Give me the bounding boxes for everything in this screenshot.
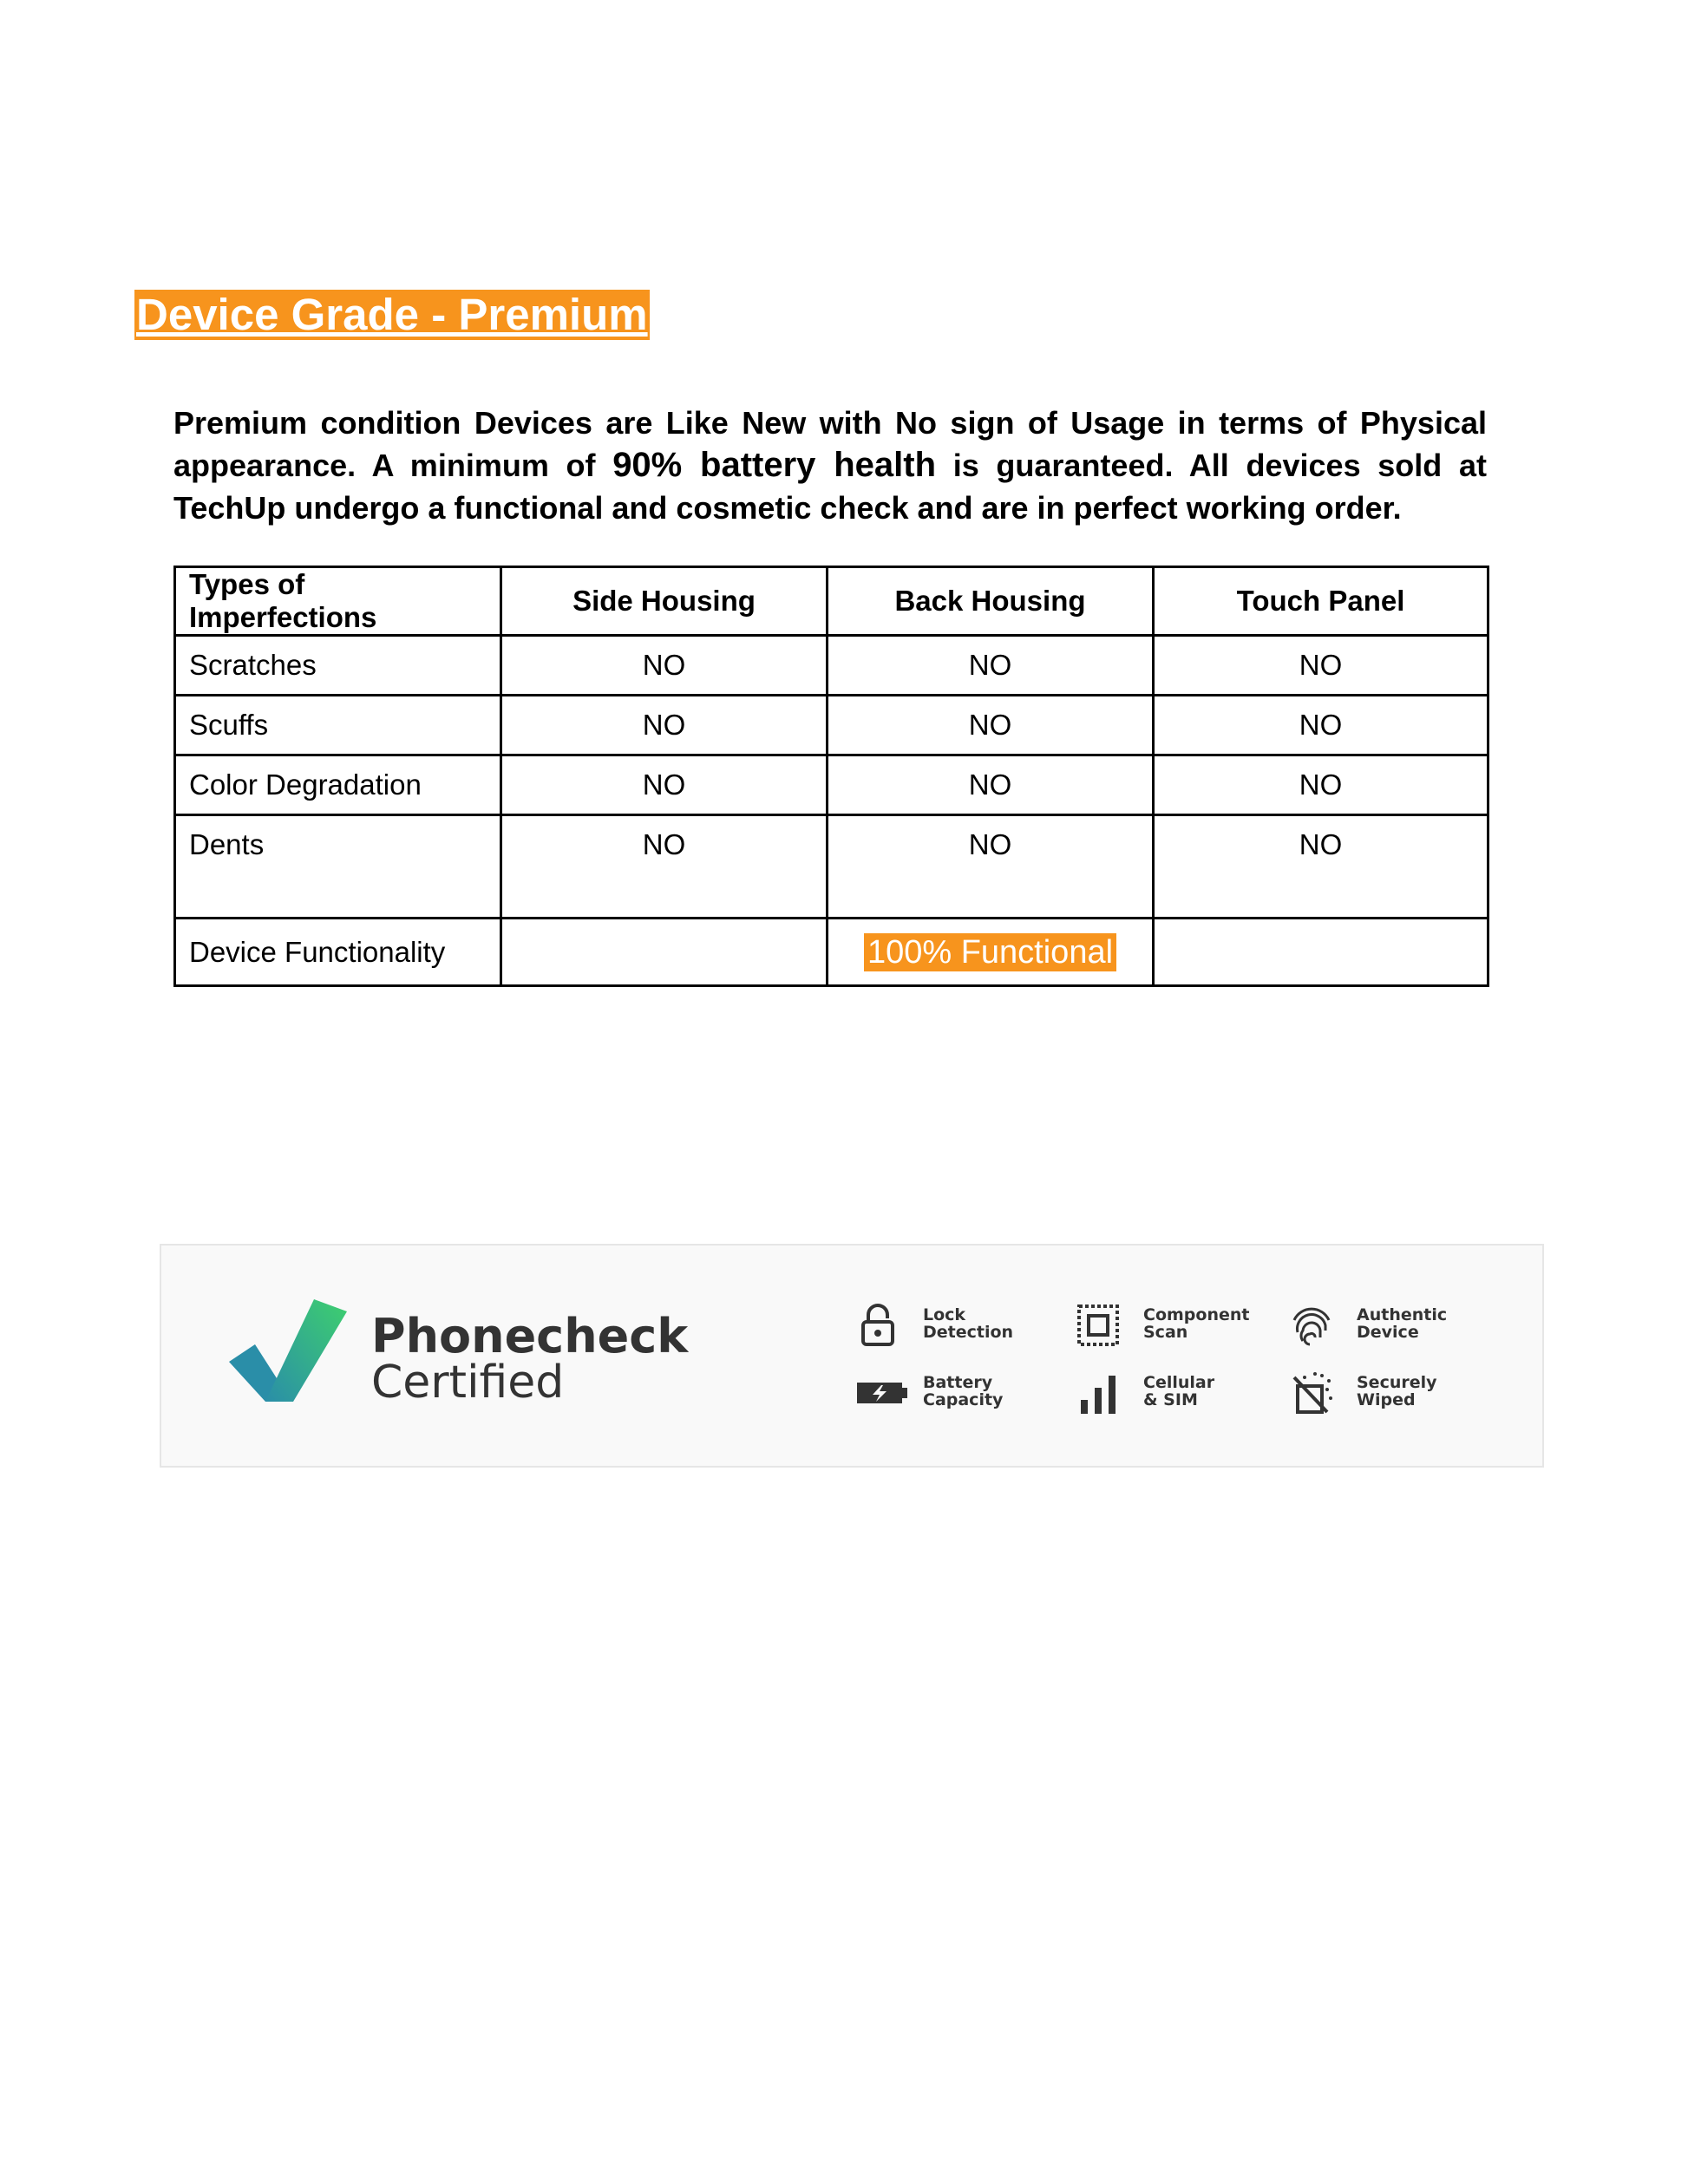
intro-paragraph bbox=[173, 402, 1487, 529]
row-label: Scratches bbox=[175, 636, 501, 696]
table-row bbox=[175, 815, 1488, 919]
feature-label-line1: Cellular bbox=[1143, 1373, 1215, 1392]
cell-value: NO bbox=[1154, 636, 1488, 696]
intro-text-1: Premium condition Devices are Like New with No sign of Usage in terms of Physical appearance. A minimum of bbox=[173, 405, 1487, 483]
functionality-row bbox=[175, 919, 1488, 986]
functionality-cell bbox=[828, 919, 1154, 986]
feature-label-line2: Device bbox=[1357, 1323, 1419, 1342]
header-side-housing: Side Housing bbox=[501, 567, 828, 636]
cell-value: NO bbox=[1154, 696, 1488, 755]
intro-text-2: is guaranteed. All devices sold at TechUp undergo a functional and cosmetic check and are in perfect working order. bbox=[173, 448, 1487, 526]
cell-value: NO bbox=[501, 755, 828, 815]
feature-label-line2: Detection bbox=[923, 1323, 1014, 1342]
cell-value: NO bbox=[828, 696, 1154, 755]
brand-name: Phonecheck bbox=[371, 1309, 689, 1363]
empty-cell bbox=[1154, 919, 1488, 986]
battery-health-highlight: 90% battery health bbox=[612, 446, 937, 484]
brand-wordmark bbox=[371, 1309, 689, 1409]
row-label: Color Degradation bbox=[175, 755, 501, 815]
feature-label-line2: & SIM bbox=[1143, 1390, 1198, 1409]
row-label: Scuffs bbox=[175, 696, 501, 755]
imperfections-table bbox=[173, 566, 1489, 987]
feature-label-line2: Capacity bbox=[923, 1390, 1004, 1409]
cell-value: NO bbox=[501, 696, 828, 755]
feature-label-line1: Battery bbox=[923, 1373, 993, 1392]
table-row bbox=[175, 755, 1488, 815]
brand-certified: Certified bbox=[371, 1357, 565, 1409]
feature-label-line2: Scan bbox=[1143, 1323, 1188, 1342]
feature-label-line1: Lock bbox=[923, 1305, 966, 1324]
feature-label-line2: Wiped bbox=[1357, 1390, 1416, 1409]
cell-value: NO bbox=[828, 755, 1154, 815]
table-row bbox=[175, 636, 1488, 696]
feature-label-line1: Authentic bbox=[1357, 1305, 1448, 1324]
header-touch-panel: Touch Panel bbox=[1154, 567, 1488, 636]
feature-label-line1: Component bbox=[1143, 1305, 1250, 1324]
cell-value: NO bbox=[501, 636, 828, 696]
row-label: Dents bbox=[175, 815, 501, 919]
cell-value: NO bbox=[828, 636, 1154, 696]
battery-icon bbox=[855, 1370, 909, 1416]
cell-value: NO bbox=[1154, 815, 1488, 919]
phonecheck-banner bbox=[160, 1244, 1544, 1468]
chip-icon bbox=[1076, 1303, 1121, 1348]
header-back-housing: Back Housing bbox=[828, 567, 1154, 636]
cell-value: NO bbox=[828, 815, 1154, 919]
table-header-row bbox=[175, 567, 1488, 636]
header-types: Types of Imperfections bbox=[175, 567, 501, 636]
functionality-label: Device Functionality bbox=[175, 919, 501, 986]
signal-bars-icon bbox=[1076, 1370, 1121, 1416]
feature-label-line1: Securely bbox=[1357, 1373, 1437, 1392]
empty-cell bbox=[501, 919, 828, 986]
wipe-icon bbox=[1289, 1370, 1334, 1416]
fingerprint-icon bbox=[1289, 1303, 1334, 1348]
page-title: Device Grade - Premium bbox=[136, 290, 648, 339]
functionality-badge: 100% Functional bbox=[864, 933, 1116, 971]
checkmark-logo-icon bbox=[229, 1299, 350, 1402]
lock-icon bbox=[855, 1303, 900, 1348]
cell-value: NO bbox=[1154, 755, 1488, 815]
cell-value: NO bbox=[501, 815, 828, 919]
table-row bbox=[175, 696, 1488, 755]
